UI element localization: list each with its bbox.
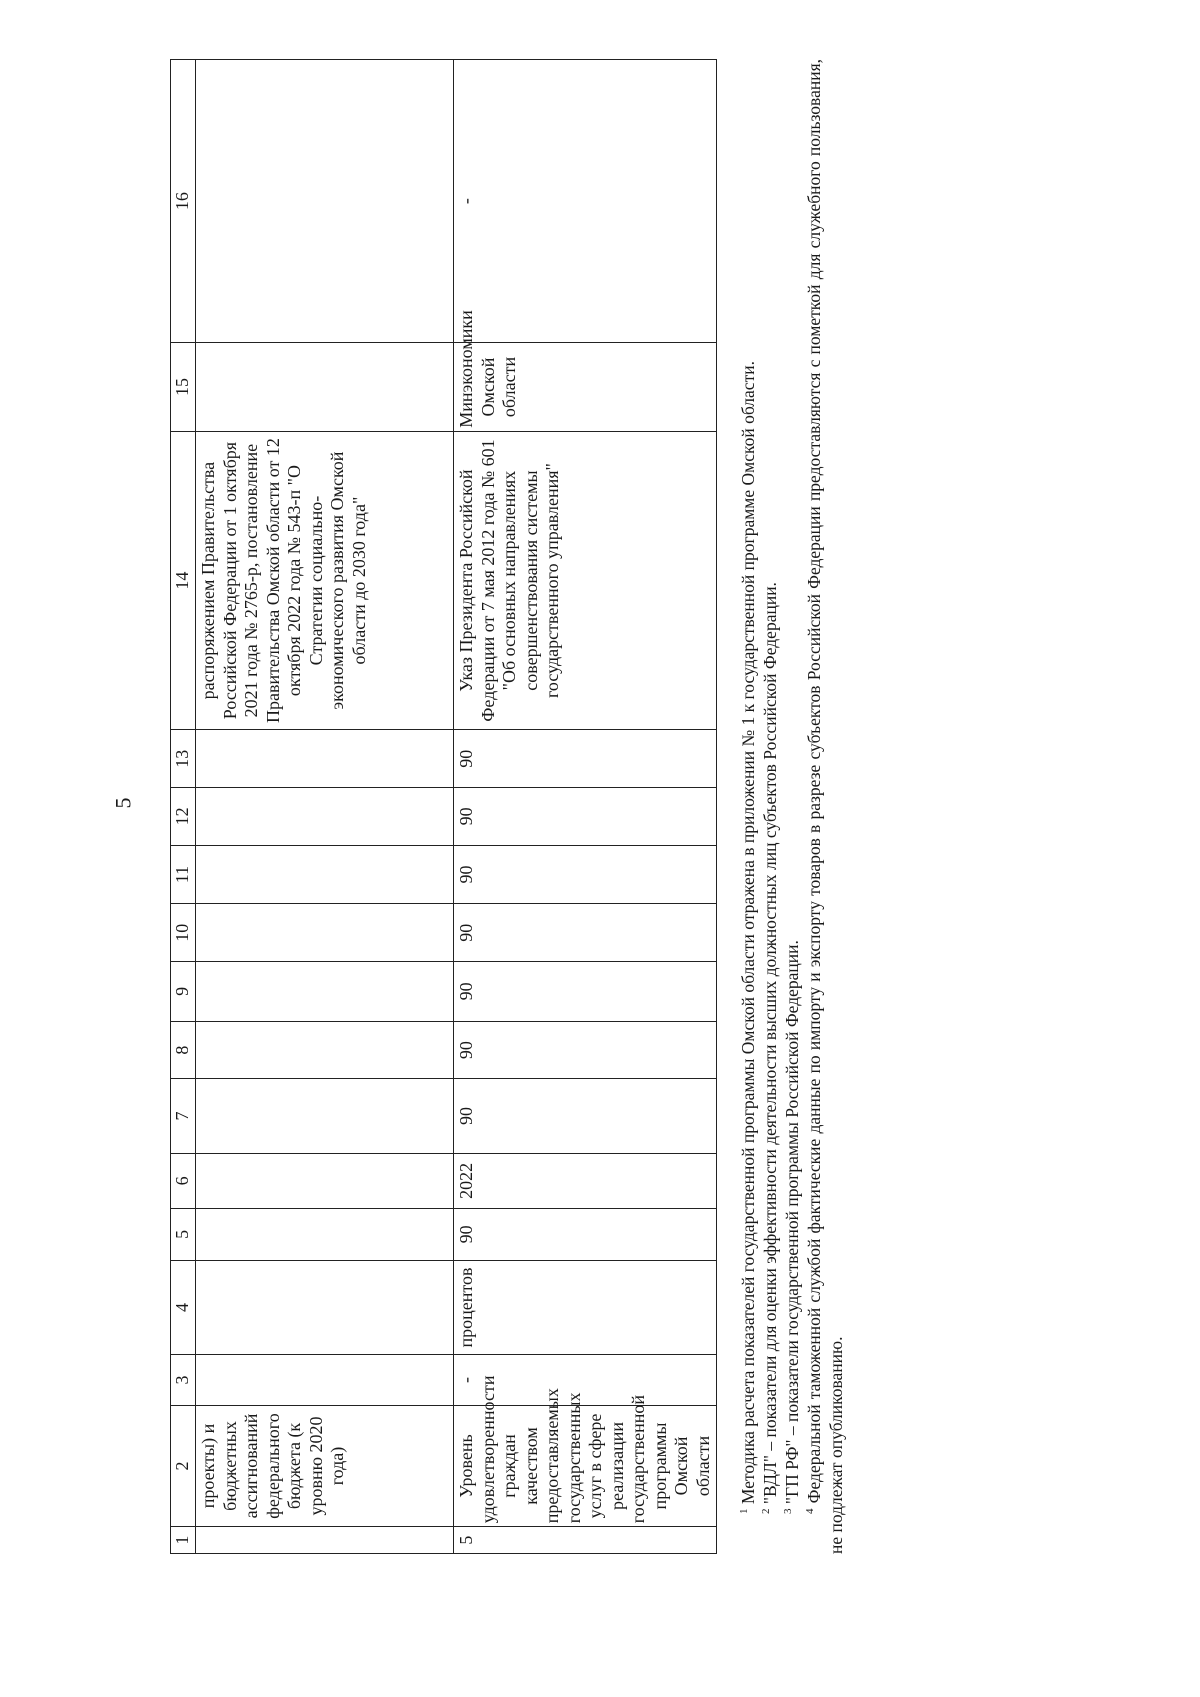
table-cell — [196, 904, 454, 962]
table-cell: 90 — [454, 730, 717, 788]
header-cell: 11 — [171, 845, 196, 904]
header-cell: 7 — [171, 1079, 196, 1153]
header-cell: 10 — [171, 904, 196, 962]
table-cell — [196, 1079, 454, 1153]
header-cell: 5 — [171, 1209, 196, 1260]
cell-base-year: 2022 — [454, 1153, 717, 1209]
cell-base-value: 90 — [454, 1209, 717, 1260]
table-cell — [196, 845, 454, 904]
footnote: $^1$ Методика расчета показателей государственной программы Омской области отражена в приложении № 1 к государственной программе Омской области. — [738, 361, 758, 1514]
header-cell: 13 — [171, 730, 196, 788]
cell-number — [196, 1527, 454, 1554]
header-cell: 2 — [171, 1405, 196, 1526]
footnote: $^4$ Федеральной таможенной службой фактические данные по импорту и экспорту товаров в разрезе субъектов Российской Федерации предоставляются с пометкой для служебного пользования, не подлежат опубликованию. — [804, 58, 846, 1554]
cell-unit: процентов — [454, 1260, 717, 1355]
header-cell: 3 — [171, 1355, 196, 1405]
cell-document: распоряжением Правительства Российской Федерации от 1 октября 2021 года № 2765-р, постановление Правительства Омской области от 12 октября 2022 года № 543-п "О Стратегии социально-экономического развития Омской области до 2030 года" — [196, 431, 454, 730]
cell-number: 5 — [454, 1527, 717, 1554]
header-cell: 9 — [171, 962, 196, 1022]
table-cell: 90 — [454, 788, 717, 846]
header-cell: 4 — [171, 1260, 196, 1355]
table-cell: 90 — [454, 1021, 717, 1079]
table-cell: - — [454, 1355, 717, 1405]
table-cell: 90 — [454, 845, 717, 904]
table-cell — [196, 1153, 454, 1209]
footnote: $^3$ "ГП РФ" – показатели государственной программы Российской Федерации. — [782, 940, 802, 1514]
footnotes — [737, 59, 847, 1554]
rotated-content — [170, 59, 890, 1554]
table-row — [196, 60, 454, 1554]
table-cell — [196, 1021, 454, 1079]
table-cell — [196, 1260, 454, 1355]
table-cell: 90 — [454, 962, 717, 1022]
cell-responsible: Минэкономики Омской области — [454, 343, 717, 432]
indicators-table — [170, 59, 717, 1554]
table-cell: 90 — [454, 1079, 717, 1153]
table-cell — [196, 60, 454, 343]
table-row — [454, 60, 717, 1554]
table-cell — [196, 730, 454, 788]
footnote: $^2$ "ВДЛ" – показатели для оценки эффективности деятельности высших должностных лиц субъектов Российской Федерации. — [760, 582, 780, 1514]
header-row — [171, 60, 196, 1554]
header-cell: 16 — [171, 60, 196, 343]
table-cell — [196, 962, 454, 1022]
cell-indicator-name: Уровень удовлетворенности граждан качеством предоставляемых государственных услуг в сфере реализации государственной программы Омской области — [454, 1405, 717, 1526]
header-cell: 14 — [171, 431, 196, 730]
page-number: 5 — [110, 797, 136, 809]
table-cell: 90 — [454, 904, 717, 962]
header-cell: 6 — [171, 1153, 196, 1209]
cell-indicator-name: проекты) и бюджетных ассигнований федерального бюджета (к уровню 2020 года) — [196, 1405, 454, 1526]
cell-document: Указ Президента Российской Федерации от 7 мая 2012 года № 601 "Об основных направлениях совершенствования системы государственного управления" — [454, 431, 717, 730]
header-cell: 8 — [171, 1021, 196, 1079]
table-cell — [196, 788, 454, 846]
table-cell: - — [454, 60, 717, 343]
header-cell: 12 — [171, 788, 196, 846]
table-cell — [196, 1209, 454, 1260]
header-cell: 15 — [171, 343, 196, 432]
header-cell: 1 — [171, 1527, 196, 1554]
cell-responsible — [196, 343, 454, 432]
table-cell — [196, 1355, 454, 1405]
